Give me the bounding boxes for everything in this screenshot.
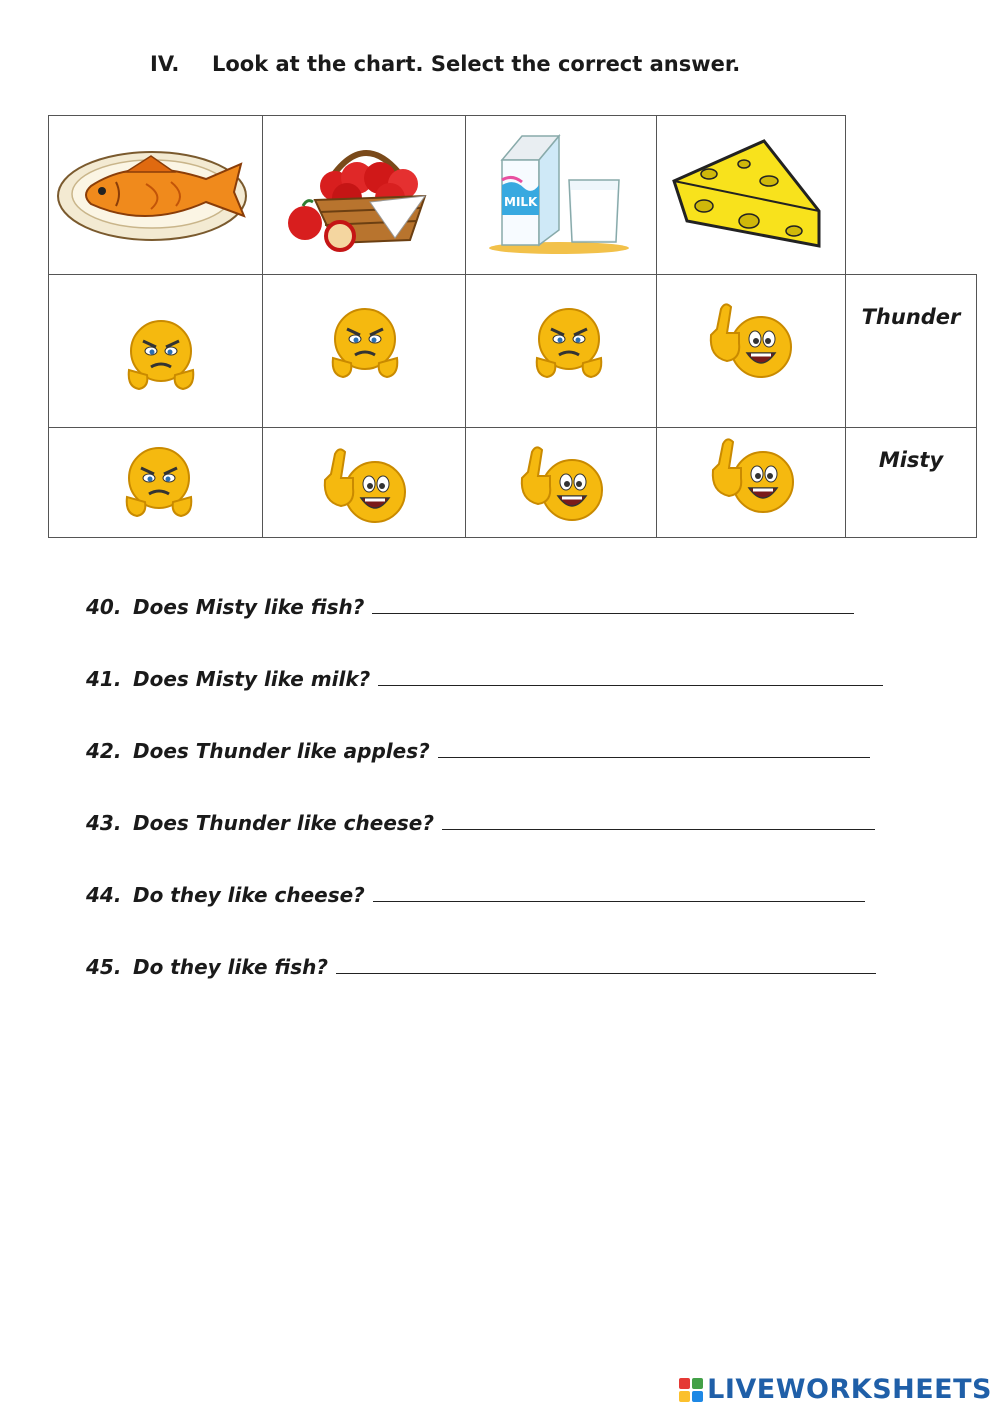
thunder-cell-apples: [262, 274, 466, 428]
brand-name: LIVEWORKSHEETS: [707, 1374, 992, 1405]
child-name-misty: Misty: [878, 448, 944, 472]
question-40: [86, 595, 854, 619]
question-number: 42.: [86, 739, 122, 763]
liveworksheets-brand: [679, 1374, 992, 1405]
question-44: [86, 883, 865, 907]
section-heading: [150, 52, 740, 76]
thumbs-up-face-icon: [705, 295, 800, 385]
question-text: Does Thunder like apples?: [133, 739, 430, 763]
misty-cell-apples: [262, 427, 466, 538]
question-number: 41.: [86, 667, 122, 691]
misty-cell-fish: [48, 427, 263, 538]
milk-icon: [484, 130, 644, 260]
answer-line[interactable]: [373, 883, 865, 902]
answer-line[interactable]: [378, 667, 883, 686]
logo-tile: [692, 1378, 703, 1389]
question-number: 43.: [86, 811, 122, 835]
section-number: IV.: [150, 52, 180, 76]
section-instruction: Look at the chart. Select the correct answer.: [212, 52, 741, 76]
question-number: 44.: [86, 883, 122, 907]
answer-line[interactable]: [372, 595, 854, 614]
child-name-thunder: Thunder: [861, 305, 961, 329]
thunder-name-cell: [845, 274, 977, 428]
thumbs-down-face-icon: [529, 303, 609, 383]
fish-icon: [56, 134, 256, 254]
food-cell-apples: [262, 115, 466, 275]
logo-tile: [679, 1391, 690, 1402]
question-number: 45.: [86, 955, 122, 979]
logo-tile: [692, 1391, 703, 1402]
thumbs-up-face-icon: [516, 438, 611, 528]
question-45: [86, 955, 876, 979]
thunder-cell-milk: [465, 274, 657, 428]
misty-name-cell: [845, 427, 977, 538]
food-cell-milk: [465, 115, 657, 275]
question-41: [86, 667, 883, 691]
answer-line[interactable]: [438, 739, 870, 758]
answer-line[interactable]: [442, 811, 875, 830]
question-text: Do they like fish?: [133, 955, 328, 979]
question-text: Does Misty like fish?: [133, 595, 365, 619]
question-text: Do they like cheese?: [133, 883, 365, 907]
thumbs-down-face-icon: [121, 315, 201, 395]
question-text: Does Misty like milk?: [133, 667, 371, 691]
svg-text:MILK: MILK: [504, 195, 538, 209]
thunder-cell-fish: [48, 274, 263, 428]
misty-cell-milk: [465, 427, 657, 538]
thunder-cell-cheese: [656, 274, 846, 428]
food-cell-fish: [48, 115, 263, 275]
question-43: [86, 811, 875, 835]
question-42: [86, 739, 870, 763]
thumbs-down-face-icon: [119, 442, 199, 522]
question-text: Does Thunder like cheese?: [133, 811, 434, 835]
apple-basket-icon: [275, 128, 455, 258]
logo-tile: [679, 1378, 690, 1389]
liveworksheets-logo-icon: [679, 1378, 703, 1402]
cheese-icon: [669, 136, 829, 256]
answer-line[interactable]: [336, 955, 876, 974]
thumbs-down-face-icon: [325, 303, 405, 383]
food-cell-cheese: [656, 115, 846, 275]
thumbs-up-face-icon: [707, 430, 802, 520]
misty-cell-cheese: [656, 427, 846, 538]
thumbs-up-face-icon: [319, 440, 414, 530]
question-number: 40.: [86, 595, 122, 619]
